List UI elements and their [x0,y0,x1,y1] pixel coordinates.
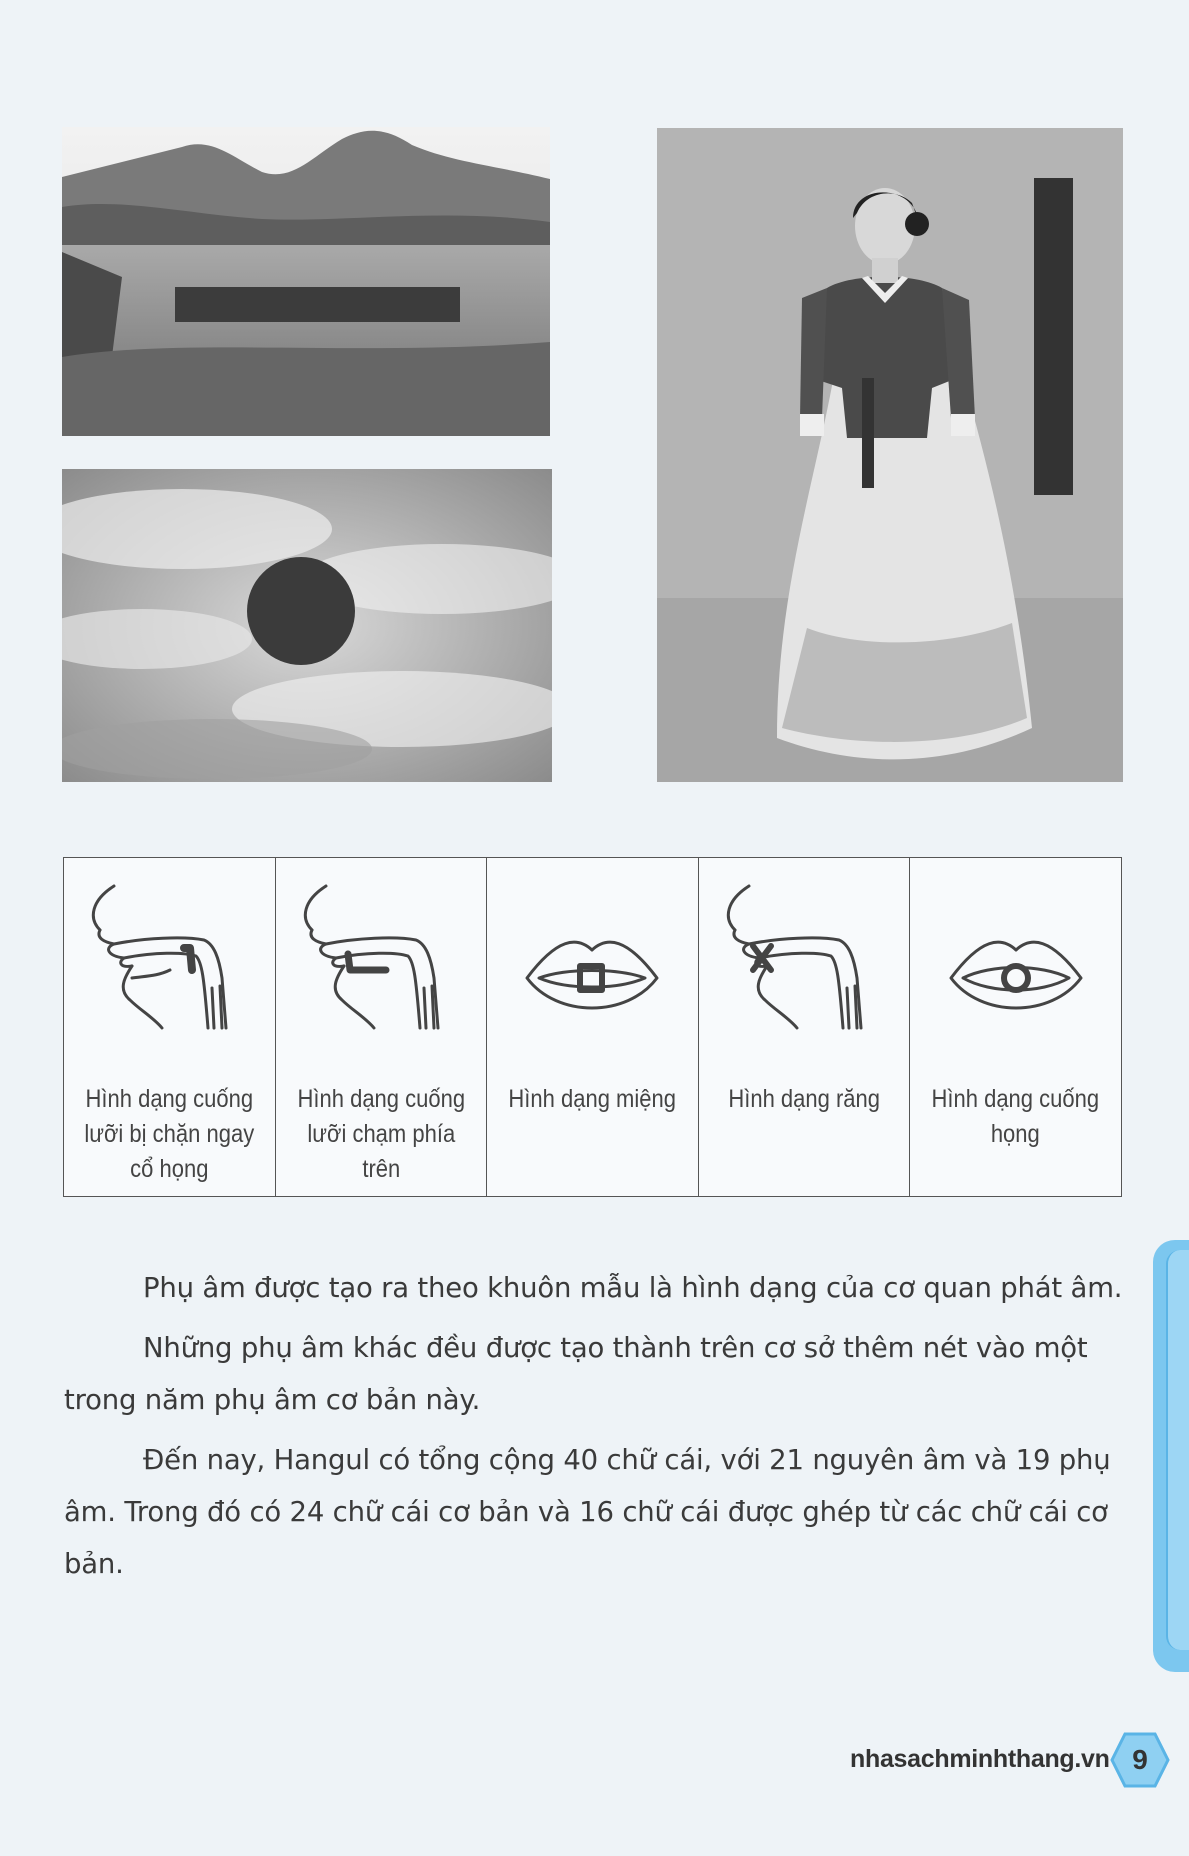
throat-blocked-icon [74,878,264,1078]
circle-shape [247,557,355,665]
shape-cell [487,858,699,1196]
page-number-badge [1110,1731,1170,1789]
page-number: 9 [1132,1744,1148,1775]
shape-cell [276,858,488,1196]
throat-shape-icon [921,878,1111,1078]
shape-label: Hình dạng cuống lưỡi chạm phía trên [297,1085,465,1183]
body-text [64,1262,1124,1598]
tongue-touch-top-icon [286,878,476,1078]
mountain-landscape-photo [62,127,550,436]
paragraph: Phụ âm được tạo ra theo khuôn mẫu là hình dạng của cơ quan phát âm. [143,1272,1123,1304]
vertical-bar-shape [1034,178,1073,495]
side-tab-inner [1166,1250,1189,1650]
hanbok-woman-photo [657,128,1123,782]
shape-cell [64,858,276,1196]
shape-label: Hình dạng răng [728,1085,880,1113]
mouth-shape-icon [497,878,687,1078]
shape-label: Hình dạng miệng [508,1085,677,1113]
shape-cell [699,858,911,1196]
horizontal-bar-shape [175,287,460,322]
shape-label: Hình dạng cuống họng [931,1085,1100,1148]
shape-cell [910,858,1121,1196]
articulation-shape-table [63,857,1122,1197]
sky-clouds-photo [62,469,552,782]
teeth-shape-icon [709,878,899,1078]
paragraph: Những phụ âm khác đều được tạo thành trên cơ sở thêm nét vào một trong năm phụ âm cơ bản này. [64,1332,1088,1416]
publisher-website: nhasachminhthang.vn [850,1745,1110,1773]
paragraph: Đến nay, Hangul có tổng cộng 40 chữ cái, với 21 nguyên âm và 19 phụ âm. Trong đó có 24 chữ cái cơ bản và 16 chữ cái được ghép từ các chữ cái cơ bản. [64,1444,1111,1580]
shape-label: Hình dạng cuống lưỡi bị chặn ngay cổ họng [84,1085,255,1183]
